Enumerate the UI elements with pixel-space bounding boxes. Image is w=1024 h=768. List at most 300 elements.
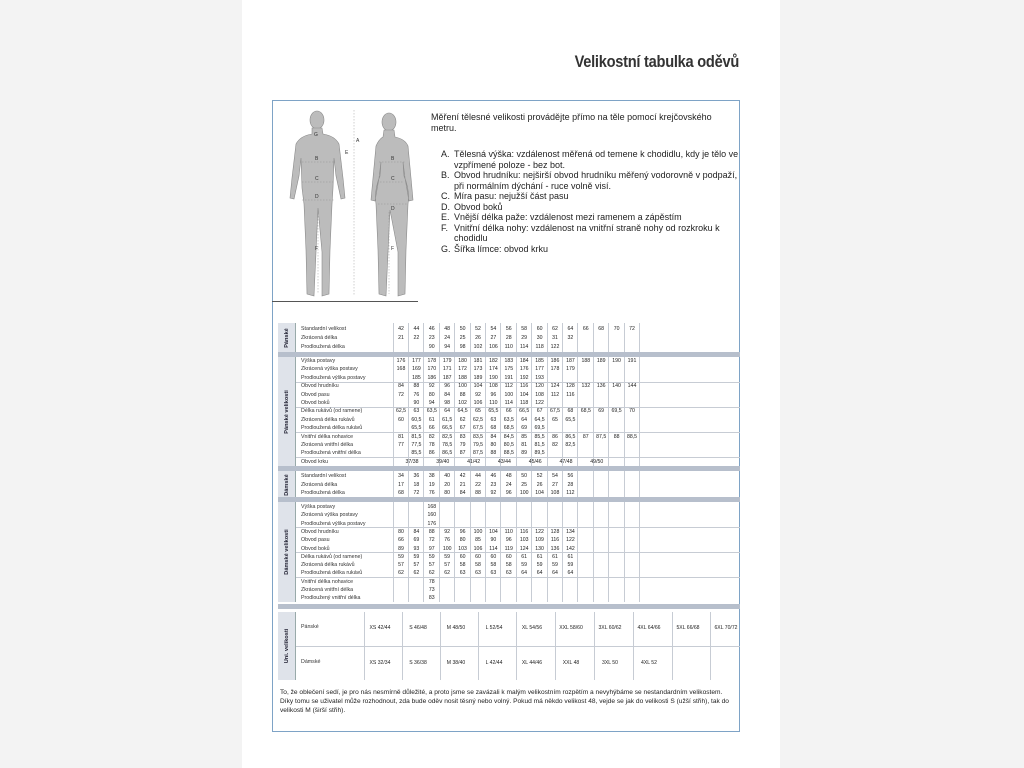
table-cell: 60 [475, 553, 481, 560]
table-cell: 96 [490, 391, 497, 398]
table-row [296, 334, 740, 342]
uni-size-cell: 5XL 66/68 [676, 625, 700, 631]
figure-letter-e: E [345, 150, 349, 156]
table-cell: 76 [413, 391, 420, 398]
table-cell: 140 [612, 383, 621, 390]
definition-item [441, 244, 739, 255]
table-cell: 23 [490, 481, 497, 488]
table-cell: 21 [398, 335, 404, 341]
table-cell: 81 [398, 433, 404, 440]
table-cell: 173 [473, 366, 483, 373]
table-row [296, 578, 740, 586]
table-cell: 76 [428, 490, 435, 497]
section-separator [278, 497, 740, 502]
table-cell: 58 [490, 562, 497, 569]
definition-text: Obvod boků [454, 201, 503, 212]
table-row [296, 424, 740, 432]
table-cell: 98 [459, 344, 466, 350]
table-cell: 175 [504, 366, 514, 373]
table-cell: 90 [413, 400, 420, 406]
table-cell: 64,5 [534, 416, 545, 423]
table-cell: 100 [504, 391, 514, 398]
table-cell: 65,5 [565, 416, 576, 423]
table-cell: 94 [428, 400, 435, 406]
table-cell: 178 [427, 358, 437, 364]
table-cell: 60 [505, 553, 512, 560]
table-row [296, 365, 740, 373]
table-cell: 108 [535, 391, 544, 398]
table-cell: 64 [536, 570, 543, 577]
table-cell: 187 [442, 374, 452, 381]
row-label: Prodloužený vnitřní délka [301, 595, 361, 602]
table-cell: 191 [627, 358, 637, 364]
table-cell: 27 [552, 481, 558, 488]
row-label: Výška postavy [301, 358, 336, 364]
table-cell: 43/44 [497, 458, 511, 465]
table-cell: 62 [428, 570, 435, 577]
table-cell: 64 [444, 408, 451, 415]
table-cell: 28 [567, 481, 574, 488]
table-cell: 48 [505, 473, 512, 479]
row-label: Obvod boků [301, 545, 330, 552]
table-cell: 188 [458, 374, 467, 381]
table-cell: 22 [413, 335, 420, 341]
definition-letter: G. [441, 243, 451, 254]
table-cell: 65,5 [488, 408, 499, 415]
table-cell: 142 [566, 545, 575, 552]
row-label: Prodloužená vnitřní délka [301, 450, 361, 457]
table-cell: 185 [535, 358, 544, 364]
table-cell: 44 [475, 473, 481, 479]
table-cell: 78,5 [442, 442, 453, 448]
table-cell: 83,5 [472, 433, 484, 440]
table-cell: 30 [536, 335, 543, 341]
section-separator [278, 604, 740, 609]
uni-size-cell: XL 44/46 [521, 660, 543, 666]
uni-size-cell: L 42/44 [485, 660, 503, 666]
table-cell: 87 [459, 450, 466, 457]
table-cell: 26 [475, 335, 481, 341]
table-cell: 58 [521, 326, 528, 332]
table-cell: 80 [490, 442, 497, 448]
table-row [296, 553, 740, 561]
table-cell: 85,5 [411, 450, 422, 457]
table-cell: 88 [475, 490, 481, 497]
table-cell: 72 [629, 326, 635, 332]
table-cell: 88,5 [503, 450, 514, 457]
table-cell: 61 [567, 553, 574, 560]
section-label-panske-velikosti: Pánské velikosti [278, 357, 296, 466]
table-cell: 62,5 [472, 416, 484, 423]
row-label: Standardní velikost [301, 473, 347, 479]
intro-text: Měření tělesné velikosti provádějte přímo na těle pomocí krejčovského metru. [431, 112, 712, 133]
row-label: Standardní velikost [301, 326, 347, 332]
table-cell: 62 [413, 570, 420, 577]
table-cell: 85,5 [534, 433, 545, 440]
table-cell: 192 [519, 374, 529, 381]
table-cell: 62 [459, 416, 466, 423]
table-cell: 58 [505, 562, 512, 569]
table-cell: 191 [504, 374, 514, 381]
table-cell: 112 [504, 383, 513, 390]
table-cell: 86 [552, 433, 558, 440]
table-cell: 114 [504, 400, 513, 406]
definition-letter: B. [441, 170, 450, 180]
table-cell: 58 [459, 562, 466, 569]
definition-item [441, 170, 739, 191]
table-cell: 50 [459, 326, 466, 332]
figure-letter-c-female: C [391, 176, 395, 182]
figure-letter-d: D [315, 194, 319, 200]
table-cell: 59 [567, 562, 574, 569]
uni-size-cell: 4XL 52 [641, 660, 657, 666]
table-cell: 174 [489, 366, 498, 373]
table-row [296, 586, 740, 594]
table-cell: 88 [613, 433, 620, 440]
table-cell: 63 [490, 416, 497, 423]
table-cell: 69 [521, 425, 528, 432]
row-label: Zkrácená délka rukávů [301, 416, 355, 423]
table-cell: 60 [490, 553, 497, 560]
uni-size-row [296, 616, 740, 640]
table-cell: 73 [428, 587, 435, 593]
table-row [296, 449, 740, 457]
table-row [296, 416, 740, 424]
table-cell: 64 [567, 570, 574, 577]
section-label-damske-velikosti: Dámské velikosti [278, 502, 296, 602]
table-cell: 193 [535, 374, 544, 381]
female-figure [371, 113, 413, 296]
table-cell: 57 [428, 562, 435, 569]
row-label: Obvod pasu [301, 391, 330, 398]
table-cell: 110 [489, 400, 498, 406]
table-cell: 21 [459, 481, 466, 488]
table-cell: 25 [521, 481, 528, 488]
table-cell: 40 [444, 473, 451, 479]
row-label: Obvod hrudníku [301, 383, 339, 390]
table-cell: 88 [413, 383, 420, 390]
uni-size-cell: 6XL 70/72 [714, 625, 738, 631]
table-cell: 82,5 [442, 433, 453, 440]
table-cell: 122 [566, 537, 575, 544]
uni-size-cell: 3XL 50 [602, 660, 618, 666]
table-row [296, 536, 740, 544]
row-label: Prodloužená výška postavy [301, 374, 366, 381]
table-cell: 61 [552, 553, 558, 560]
table-cell: 88 [490, 450, 497, 457]
table-cell: 103 [519, 537, 529, 544]
table-cell: 81,5 [534, 442, 545, 448]
table-cell: 109 [535, 537, 544, 544]
table-cell: 89 [398, 545, 404, 552]
table-cell: 114 [489, 545, 498, 552]
table-cell: 64 [521, 416, 528, 423]
table-cell: 59 [428, 553, 435, 560]
uni-size-cell: M 48/50 [446, 625, 466, 631]
table-cell: 182 [489, 358, 498, 364]
table-cell: 84 [459, 490, 466, 497]
table-cell: 82 [428, 433, 435, 440]
table-cell: 170 [427, 366, 437, 373]
row-label: Pánské [301, 624, 319, 630]
row-label: Zkrácená délka [301, 335, 338, 341]
table-cell: 100 [519, 490, 529, 497]
table-cell: 63 [413, 408, 420, 415]
table-cell: 187 [566, 358, 575, 364]
male-figure [290, 111, 345, 296]
table-cell: 78 [428, 578, 435, 585]
table-row [296, 594, 740, 602]
table-cell: 63 [490, 570, 497, 577]
table-cell: 36 [413, 473, 420, 479]
table-cell: 72 [428, 537, 435, 544]
uni-size-cell: XS 32/34 [369, 660, 391, 666]
table-cell: 38 [428, 473, 435, 479]
figure-letter-g: G [314, 132, 318, 138]
table-cell: 63,5 [503, 416, 514, 423]
table-cell: 176 [519, 366, 529, 373]
table-cell: 66,5 [519, 408, 530, 415]
table-cell: 100 [442, 545, 452, 552]
table-cell: 188 [581, 358, 591, 364]
table-cell: 168 [396, 366, 406, 373]
table-cell: 96 [459, 528, 466, 535]
table-cell: 136 [550, 545, 560, 552]
table-cell: 184 [519, 358, 529, 364]
table-cell: 69 [413, 537, 420, 544]
definition-text: Obvod hrudníku: nejširší obvod hrudníku měřený vodorovně v podpaží, při normálním dýchání - ruce volně visí. [454, 170, 738, 191]
table-cell: 94 [444, 344, 451, 350]
table-cell: 69,5 [611, 408, 622, 415]
table-cell: 63 [475, 570, 481, 577]
table-cell: 64,5 [457, 408, 468, 415]
figure-letter-f-female: F [391, 246, 395, 252]
table-cell: 62 [552, 326, 558, 332]
table-cell: 84 [398, 383, 404, 390]
table-row [296, 374, 740, 382]
table-cell: 96 [505, 537, 512, 544]
table-cell: 44 [413, 326, 420, 332]
row-label: Dámské [301, 659, 321, 665]
table-cell: 122 [535, 528, 544, 535]
table-cell: 92 [490, 490, 497, 497]
table-cell: 63,5 [426, 408, 437, 415]
definition-text: Vnitřní délka nohy: vzdálenost na vnitřní straně nohy od rozkroku k chodidlu [454, 222, 720, 243]
uni-size-cell: S 36/38 [409, 660, 427, 666]
table-cell: 112 [566, 490, 575, 497]
table-cell: 80 [444, 490, 451, 497]
table-cell: 61 [536, 553, 543, 560]
table-row [296, 569, 740, 577]
table-cell: 60 [536, 326, 543, 332]
uni-size-cell: XXL 48 [562, 660, 580, 666]
table-cell: 180 [458, 358, 467, 364]
table-cell: 79,5 [472, 442, 484, 448]
table-cell: 28 [505, 335, 512, 341]
table-cell: 29 [521, 335, 528, 341]
table-cell: 124 [550, 383, 560, 390]
table-cell: 19 [428, 481, 435, 488]
table-cell: 136 [596, 383, 606, 390]
table-cell: 68 [490, 425, 497, 432]
table-cell: 100 [458, 383, 467, 390]
table-cell: 77 [398, 442, 404, 448]
table-cell: 56 [567, 473, 574, 479]
table-cell: 54 [552, 473, 558, 479]
table-cell: 81,5 [411, 433, 422, 440]
table-cell: 102 [458, 400, 467, 406]
table-cell: 60,5 [411, 416, 422, 423]
table-cell: 160 [427, 512, 437, 519]
table-cell: 67 [459, 425, 466, 432]
table-row [296, 343, 740, 351]
table-cell: 46 [428, 326, 435, 332]
definition-letter: F. [441, 222, 449, 233]
table-cell: 80 [428, 391, 435, 398]
table-cell: 62 [444, 570, 451, 577]
table-cell: 82 [552, 442, 558, 448]
table-cell: 72 [398, 391, 404, 398]
table-cell: 24 [505, 481, 512, 488]
definition-item [441, 191, 739, 202]
table-row [296, 357, 740, 365]
table-cell: 185 [412, 374, 421, 381]
table-cell: 66,5 [442, 425, 453, 432]
table-cell: 100 [473, 528, 483, 535]
table-cell: 46 [490, 473, 497, 479]
table-cell: 48 [444, 326, 451, 332]
row-label: Zkrácená délka rukávů [301, 562, 355, 569]
table-cell: 93 [413, 545, 420, 552]
table-cell: 85 [521, 433, 528, 440]
definition-letter: C. [441, 191, 450, 201]
uni-size-row [296, 651, 740, 675]
table-cell: 86 [428, 450, 435, 457]
section-label-uni-velikosti: Uni. velikosti [278, 612, 296, 680]
table-row [296, 503, 740, 511]
table-cell: 62 [398, 570, 404, 577]
table-cell: 118 [520, 400, 529, 406]
table-row [296, 489, 740, 497]
table-cell: 59 [536, 562, 543, 569]
definition-letter: D. [441, 201, 450, 212]
table-cell: 68 [567, 408, 574, 415]
table-cell: 68,5 [580, 408, 591, 415]
table-row [296, 433, 740, 441]
table-cell: 102 [473, 344, 483, 350]
table-cell: 39/40 [436, 458, 450, 465]
table-cell: 122 [550, 344, 560, 350]
table-cell: 65 [475, 408, 481, 415]
table-cell: 189 [473, 374, 483, 381]
table-row [296, 528, 740, 536]
table-row [296, 325, 740, 333]
table-cell: 186 [550, 358, 560, 364]
table-cell: 66 [582, 326, 589, 332]
table-row [296, 472, 740, 480]
table-cell: 59 [398, 553, 404, 560]
table-cell: 45/46 [528, 458, 542, 465]
definition-item [441, 202, 739, 213]
table-cell: 68 [598, 326, 605, 332]
table-cell: 61 [428, 416, 435, 423]
table-cell: 64 [552, 570, 558, 577]
table-cell: 168 [427, 504, 437, 510]
table-cell: 83 [459, 433, 466, 440]
table-cell: 67,5 [472, 425, 484, 432]
table-cell: 116 [520, 383, 529, 390]
table-cell: 81 [521, 442, 528, 448]
row-label: Délka rukávů (od ramene) [301, 553, 363, 560]
table-cell: 20 [444, 481, 451, 488]
row-label: Prodloužená délka [301, 490, 345, 497]
viewer-background-left [0, 0, 242, 768]
table-cell: 177 [535, 366, 544, 373]
table-cell: 69,5 [534, 425, 545, 432]
table-cell: 116 [520, 528, 529, 535]
definition-text: Míra pasu: nejužší část pasu [454, 191, 569, 201]
table-cell: 65,5 [411, 425, 422, 432]
table-cell: 27 [490, 335, 497, 341]
table-cell: 106 [473, 545, 483, 552]
table-cell: 80 [398, 528, 404, 535]
table-cell: 85 [475, 537, 481, 544]
table-cell: 87 [582, 433, 589, 440]
table-cell: 128 [566, 383, 575, 390]
table-cell: 18 [413, 481, 420, 488]
table-cell: 80,5 [503, 442, 514, 448]
row-label: Vnitřní délka nohavice [301, 578, 354, 585]
definition-text: Šířka límce: obvod krku [454, 243, 549, 254]
table-cell: 42 [398, 326, 404, 332]
table-cell: 104 [473, 383, 483, 390]
table-cell: 88 [459, 391, 466, 398]
table-cell: 87,5 [472, 450, 484, 457]
table-cell: 56 [505, 326, 512, 332]
table-cell: 64 [567, 326, 574, 332]
table-cell: 22 [475, 481, 481, 488]
table-cell: 108 [489, 383, 498, 390]
row-label: Obvod krku [301, 458, 329, 465]
table-cell: 57 [444, 562, 451, 569]
section-label-panske: Pánské [278, 323, 296, 353]
table-cell: 31 [552, 335, 558, 341]
table-cell: 110 [504, 528, 513, 535]
table-row [296, 545, 740, 553]
table-cell: 63 [505, 570, 512, 577]
footnote-text: To, že oblečení sedí, je pro nás nesmírně důležité, a proto jsme se zavázali k malým velikostním rozpětím a nevyhýbáme se nestandardním velikostem. Díky tomu se uživatel může rozhodnout, zda bude oděv nosit těsný nebo volný. Pokud má někdo velikost 48, vejde se jak do velikosti S (užší střih), tak do velikosti M (širší střih). [280, 689, 729, 714]
table-cell: 47/48 [559, 458, 573, 465]
table-cell: 32 [567, 335, 574, 341]
table-cell: 76 [444, 537, 451, 544]
table-cell: 24 [444, 335, 451, 341]
table-cell: 72 [413, 490, 420, 497]
table-cell: 114 [520, 344, 529, 350]
definition-list [441, 149, 739, 254]
table-row [296, 561, 740, 569]
table-cell: 88,5 [626, 433, 638, 440]
table-cell: 86,5 [442, 450, 453, 457]
row-label: Vnitřní délka nohavice [301, 433, 354, 440]
figure-letter-b-female: B [391, 156, 395, 162]
table-cell: 190 [489, 374, 498, 381]
table-cell: 179 [442, 358, 452, 364]
row-label: Zkrácená vnitřní délka [301, 587, 354, 593]
table-cell: 171 [442, 366, 452, 373]
table-cell: 67 [536, 408, 543, 415]
table-cell: 134 [566, 528, 575, 535]
table-cell: 70 [629, 408, 635, 415]
